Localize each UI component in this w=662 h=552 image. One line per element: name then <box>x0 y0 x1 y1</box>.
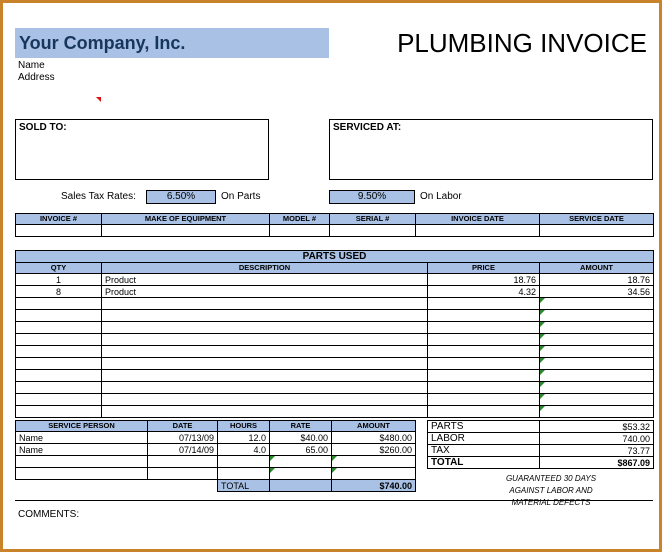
description-cell[interactable] <box>102 346 428 358</box>
amount-cell[interactable] <box>540 394 654 406</box>
labor-amount-cell[interactable]: $480.00 <box>332 432 416 444</box>
amount-cell[interactable] <box>540 322 654 334</box>
description-cell[interactable] <box>102 394 428 406</box>
hours-header: HOURS <box>218 421 270 432</box>
description-cell[interactable] <box>102 310 428 322</box>
table-row <box>16 358 654 370</box>
hours-cell[interactable]: 4.0 <box>218 444 270 456</box>
rate-cell[interactable] <box>270 456 332 468</box>
comments-divider <box>15 500 653 501</box>
qty-cell[interactable] <box>16 298 102 310</box>
amount-cell[interactable]: 34.56 <box>540 286 654 298</box>
labor-label: LABOR <box>428 433 540 445</box>
invoice-info-row <box>16 225 654 237</box>
summary-table <box>427 420 654 469</box>
description-header: DESCRIPTION <box>102 263 428 274</box>
on-parts-label: On Parts <box>221 191 261 202</box>
table-row <box>16 322 654 334</box>
summary-row <box>428 421 654 433</box>
description-cell[interactable]: Product <box>102 286 428 298</box>
grand-total-value[interactable]: $867.09 <box>540 457 654 469</box>
serviced-at-label: SERVICED AT: <box>333 122 402 133</box>
price-cell[interactable] <box>428 382 540 394</box>
price-cell[interactable] <box>428 358 540 370</box>
table-row <box>16 394 654 406</box>
invoice-number-header: INVOICE # <box>16 214 102 225</box>
qty-cell[interactable] <box>16 382 102 394</box>
description-cell[interactable] <box>102 382 428 394</box>
sales-tax-label: Sales Tax Rates: <box>61 191 136 202</box>
labor-amount-header: AMOUNT <box>332 421 416 432</box>
guarantee-line: GUARANTEED 30 DAYS <box>505 474 597 483</box>
rate-cell[interactable]: $40.00 <box>270 432 332 444</box>
price-cell[interactable] <box>428 406 540 418</box>
invoice-info-table <box>15 213 654 237</box>
date-cell[interactable] <box>148 468 218 480</box>
comment-indicator-icon <box>96 97 101 102</box>
table-row <box>16 468 416 480</box>
qty-cell[interactable] <box>16 322 102 334</box>
parts-header-row <box>16 263 654 274</box>
parts-used-title: PARTS USED <box>16 251 654 263</box>
amount-cell[interactable] <box>540 382 654 394</box>
date-cell[interactable]: 07/14/09 <box>148 444 218 456</box>
description-cell[interactable] <box>102 370 428 382</box>
address-label[interactable]: Address <box>18 72 55 83</box>
qty-cell[interactable] <box>16 358 102 370</box>
hours-cell[interactable] <box>218 468 270 480</box>
serial-number-header: SERIAL # <box>330 214 416 225</box>
company-name[interactable]: Your Company, Inc. <box>15 28 329 58</box>
guarantee-line: AGAINST LABOR AND <box>509 486 593 495</box>
labor-amount-cell[interactable] <box>332 468 416 480</box>
amount-cell[interactable]: 18.76 <box>540 274 654 286</box>
description-cell[interactable]: Product <box>102 274 428 286</box>
summary-row <box>428 433 654 445</box>
service-person-cell[interactable]: Name <box>16 432 148 444</box>
qty-cell[interactable] <box>16 334 102 346</box>
amount-cell[interactable] <box>540 370 654 382</box>
qty-cell[interactable] <box>16 370 102 382</box>
service-date-header: SERVICE DATE <box>540 214 654 225</box>
labor-amount-cell[interactable]: $260.00 <box>332 444 416 456</box>
model-number-cell[interactable] <box>270 225 330 237</box>
labor-total-row <box>16 480 416 492</box>
price-cell[interactable] <box>428 370 540 382</box>
parts-value[interactable]: $53.32 <box>540 421 654 433</box>
description-cell[interactable] <box>102 406 428 418</box>
parts-used-table <box>15 250 654 418</box>
invoice-number-cell[interactable] <box>16 225 102 237</box>
labor-table <box>15 420 416 492</box>
price-cell[interactable] <box>428 298 540 310</box>
service-person-cell[interactable]: Name <box>16 444 148 456</box>
invoice-date-header: INVOICE DATE <box>416 214 540 225</box>
rate-cell[interactable]: 65.00 <box>270 444 332 456</box>
model-number-header: MODEL # <box>270 214 330 225</box>
table-row <box>16 370 654 382</box>
table-row <box>16 286 654 298</box>
price-cell[interactable] <box>428 322 540 334</box>
make-of-equipment-cell[interactable] <box>102 225 270 237</box>
serviced-at-box[interactable] <box>329 119 653 180</box>
tax-label: TAX <box>428 445 540 457</box>
description-cell[interactable] <box>102 334 428 346</box>
hours-cell[interactable]: 12.0 <box>218 432 270 444</box>
invoice-sheet <box>7 7 659 549</box>
amount-cell[interactable] <box>540 358 654 370</box>
date-cell[interactable]: 07/13/09 <box>148 432 218 444</box>
price-cell[interactable]: 18.76 <box>428 274 540 286</box>
description-cell[interactable] <box>102 358 428 370</box>
qty-cell[interactable] <box>16 394 102 406</box>
price-cell[interactable] <box>428 346 540 358</box>
table-row <box>16 274 654 286</box>
guarantee-note <box>481 473 621 509</box>
table-row <box>16 382 654 394</box>
table-row <box>16 334 654 346</box>
sold-to-box[interactable] <box>15 119 269 180</box>
service-person-cell[interactable] <box>16 468 148 480</box>
rate-cell[interactable] <box>270 468 332 480</box>
amount-header: AMOUNT <box>540 263 654 274</box>
qty-cell[interactable] <box>16 310 102 322</box>
name-label[interactable]: Name <box>18 60 45 71</box>
table-row <box>16 432 416 444</box>
qty-cell[interactable] <box>16 406 102 418</box>
price-header: PRICE <box>428 263 540 274</box>
service-person-header: SERVICE PERSON <box>16 421 148 432</box>
date-header: DATE <box>148 421 218 432</box>
amount-cell[interactable] <box>540 334 654 346</box>
table-row <box>16 346 654 358</box>
table-row <box>16 406 654 418</box>
rate-header: RATE <box>270 421 332 432</box>
amount-cell[interactable] <box>540 298 654 310</box>
qty-cell[interactable]: 8 <box>16 286 102 298</box>
make-of-equipment-header: MAKE OF EQUIPMENT <box>102 214 270 225</box>
total-label: TOTAL <box>428 457 540 469</box>
amount-cell[interactable] <box>540 310 654 322</box>
qty-cell[interactable] <box>16 346 102 358</box>
labor-tax-rate[interactable]: 9.50% <box>329 190 415 204</box>
serial-number-cell[interactable] <box>330 225 416 237</box>
guarantee-line: MATERIAL DEFECTS <box>511 498 591 507</box>
table-row <box>16 444 416 456</box>
on-labor-label: On Labor <box>420 191 462 202</box>
labor-total-value[interactable]: $740.00 <box>332 480 416 492</box>
sold-to-label: SOLD TO: <box>19 122 67 133</box>
service-date-cell[interactable] <box>540 225 654 237</box>
tax-value[interactable]: 73.77 <box>540 445 654 457</box>
qty-cell[interactable]: 1 <box>16 274 102 286</box>
table-row <box>16 456 416 468</box>
amount-cell[interactable] <box>540 346 654 358</box>
invoice-info-header <box>16 214 654 225</box>
description-cell[interactable] <box>102 298 428 310</box>
labor-value[interactable]: 740.00 <box>540 433 654 445</box>
service-person-cell[interactable] <box>16 456 148 468</box>
price-cell[interactable] <box>428 310 540 322</box>
amount-cell[interactable] <box>540 406 654 418</box>
parts-label: PARTS <box>428 421 540 433</box>
price-cell[interactable]: 4.32 <box>428 286 540 298</box>
invoice-date-cell[interactable] <box>416 225 540 237</box>
date-cell[interactable] <box>148 456 218 468</box>
description-cell[interactable] <box>102 322 428 334</box>
summary-row <box>428 445 654 457</box>
comments-label[interactable]: COMMENTS: <box>18 509 80 520</box>
invoice-title: PLUMBING INVOICE <box>397 28 647 58</box>
hours-cell[interactable] <box>218 456 270 468</box>
table-row <box>16 310 654 322</box>
price-cell[interactable] <box>428 334 540 346</box>
table-row <box>16 298 654 310</box>
labor-header-row <box>16 421 416 432</box>
summary-row <box>428 457 654 469</box>
labor-total-label: TOTAL <box>218 480 270 492</box>
qty-header: QTY <box>16 263 102 274</box>
parts-tax-rate[interactable]: 6.50% <box>146 190 216 204</box>
price-cell[interactable] <box>428 394 540 406</box>
labor-amount-cell[interactable] <box>332 456 416 468</box>
